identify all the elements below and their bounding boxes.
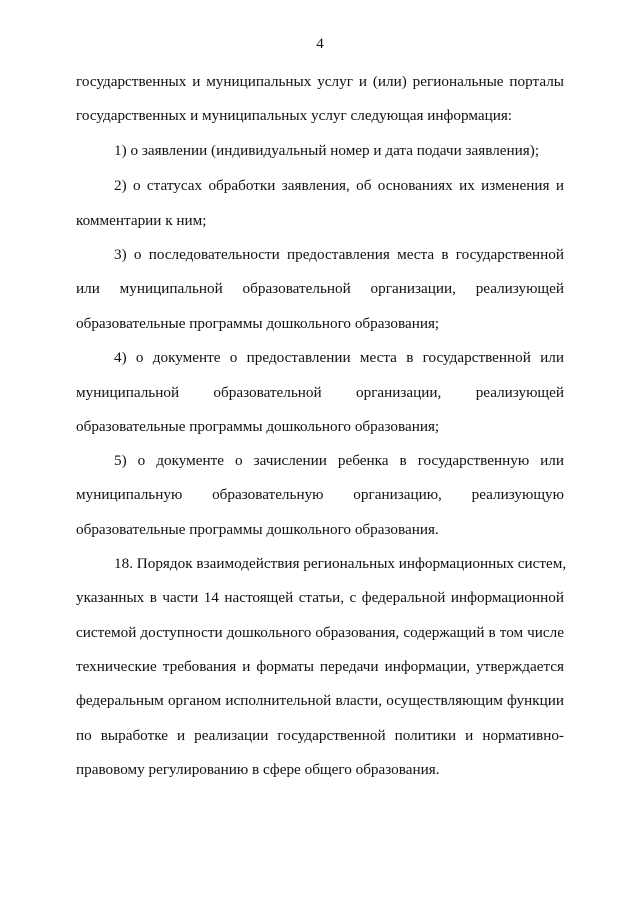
list-item-2: 2) о статусах обработки заявления, об основаниях их изменения и — [114, 177, 564, 194]
text-line: по выработке и реализации государственной политики и нормативно- — [76, 727, 564, 744]
paragraph-18-start: 18. Порядок взаимодействия региональных информационных систем, — [114, 555, 567, 572]
text-line: государственных и муниципальных услуг следующая информация: — [76, 107, 513, 124]
text-line: комментарии к ним; — [76, 212, 207, 229]
text-line: государственных и муниципальных услуг и (или) региональные порталы — [76, 73, 564, 90]
list-item-4: 4) о документе о предоставлении места в государственной или — [114, 349, 564, 366]
text-line: технические требования и форматы передачи информации, утверждается — [76, 658, 564, 675]
list-item-3: 3) о последовательности предоставления места в государственной — [114, 246, 564, 263]
text-line: муниципальной образовательной организации, реализующей — [76, 384, 564, 401]
text-line: образовательные программы дошкольного образования. — [76, 521, 439, 538]
page-number: 4 — [316, 36, 324, 52]
list-item-1: 1) о заявлении (индивидуальный номер и дата подачи заявления); — [114, 142, 540, 159]
text-line: указанных в части 14 настоящей статьи, с федеральной информационной — [76, 589, 564, 606]
text-line: образовательные программы дошкольного образования; — [76, 418, 440, 435]
text-line: правовому регулированию в сфере общего образования. — [76, 761, 440, 778]
text-line: образовательные программы дошкольного образования; — [76, 315, 440, 332]
list-item-5: 5) о документе о зачислении ребенка в государственную или — [114, 452, 564, 469]
text-line: или муниципальной образовательной организации, реализующей — [76, 280, 564, 297]
text-line: федеральным органом исполнительной власти, осуществляющим функции — [76, 692, 564, 709]
text-line: муниципальную образовательную организацию, реализующую — [76, 486, 564, 503]
text-line: системой доступности дошкольного образования, содержащий в том числе — [76, 624, 564, 641]
